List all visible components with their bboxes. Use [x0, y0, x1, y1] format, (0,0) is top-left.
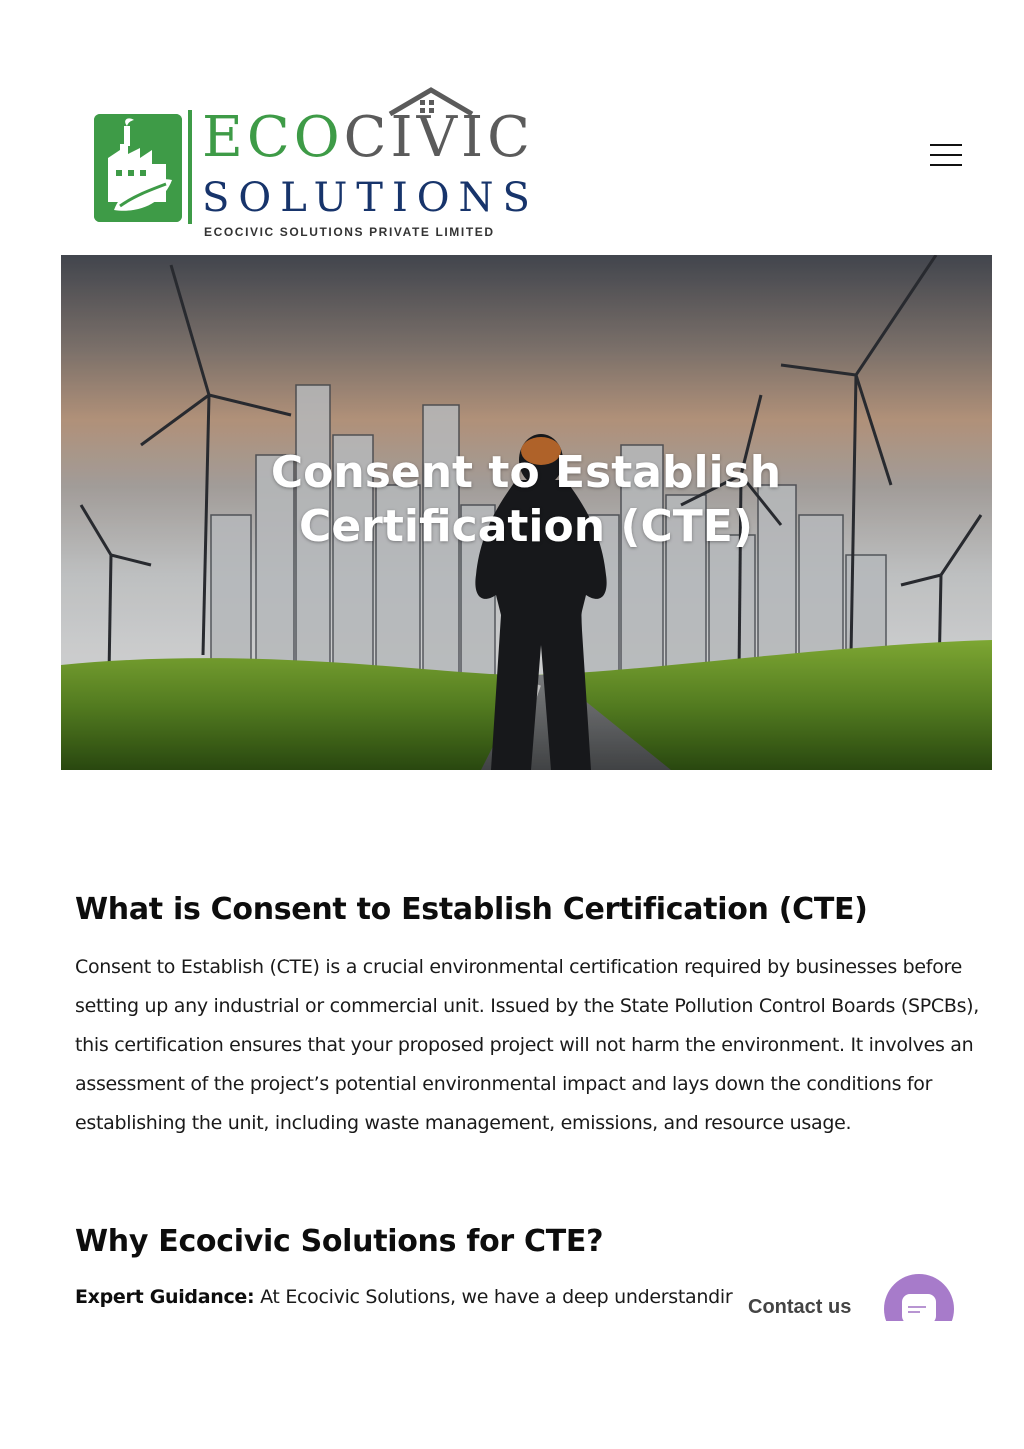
hero-banner — [61, 255, 992, 770]
hero-title: Consent to Establish Certification (CTE) — [270, 447, 782, 552]
page-bottom-mask — [0, 1321, 1024, 1449]
contact-us-label[interactable]: Contact us — [748, 1296, 852, 1318]
factory-leaf-icon — [94, 114, 182, 222]
menu-line — [930, 164, 962, 166]
expert-guidance-label: Expert Guidance: — [75, 1286, 255, 1308]
logo-civic-text: CIVIC — [343, 105, 535, 170]
site-header — [0, 0, 1024, 255]
section-what-is-cte — [75, 888, 985, 1143]
logo-subtitle: ECOCIVIC SOLUTIONS PRIVATE LIMITED — [204, 225, 495, 239]
logo-eco-text: ECO — [202, 105, 344, 170]
company-logo[interactable] — [92, 86, 539, 242]
expert-guidance-paragraph — [75, 1278, 735, 1317]
logo-wordmark — [202, 105, 535, 170]
expert-guidance-text: At Ecocivic Solutions, we have a deep understandir — [254, 1286, 733, 1308]
chat-bubble-shape — [902, 1294, 936, 1324]
chat-line — [908, 1306, 926, 1308]
hero-background-image — [61, 255, 992, 770]
logo-divider — [188, 110, 192, 224]
hamburger-icon[interactable] — [930, 144, 968, 174]
section-heading: What is Consent to Establish Certification (CTE) — [75, 892, 868, 927]
logo-solutions-text: SOLUTIONS — [202, 175, 539, 221]
section-heading-why: Why Ecocivic Solutions for CTE? — [75, 1224, 604, 1259]
menu-line — [930, 154, 962, 156]
menu-line — [930, 144, 962, 146]
chat-line — [908, 1311, 920, 1313]
section-paragraph: Consent to Establish (CTE) is a crucial environmental certification required by businesses before setting up any industrial or commercial unit. Issued by the State Pollution Control Boards (SPCBs), this certification ensures that your proposed project will not harm the environment. It involves an assessment of the project’s potential environmental impact and lays down the conditions for establishing the unit, including waste management, emissions, and resource usage. — [75, 956, 980, 1134]
